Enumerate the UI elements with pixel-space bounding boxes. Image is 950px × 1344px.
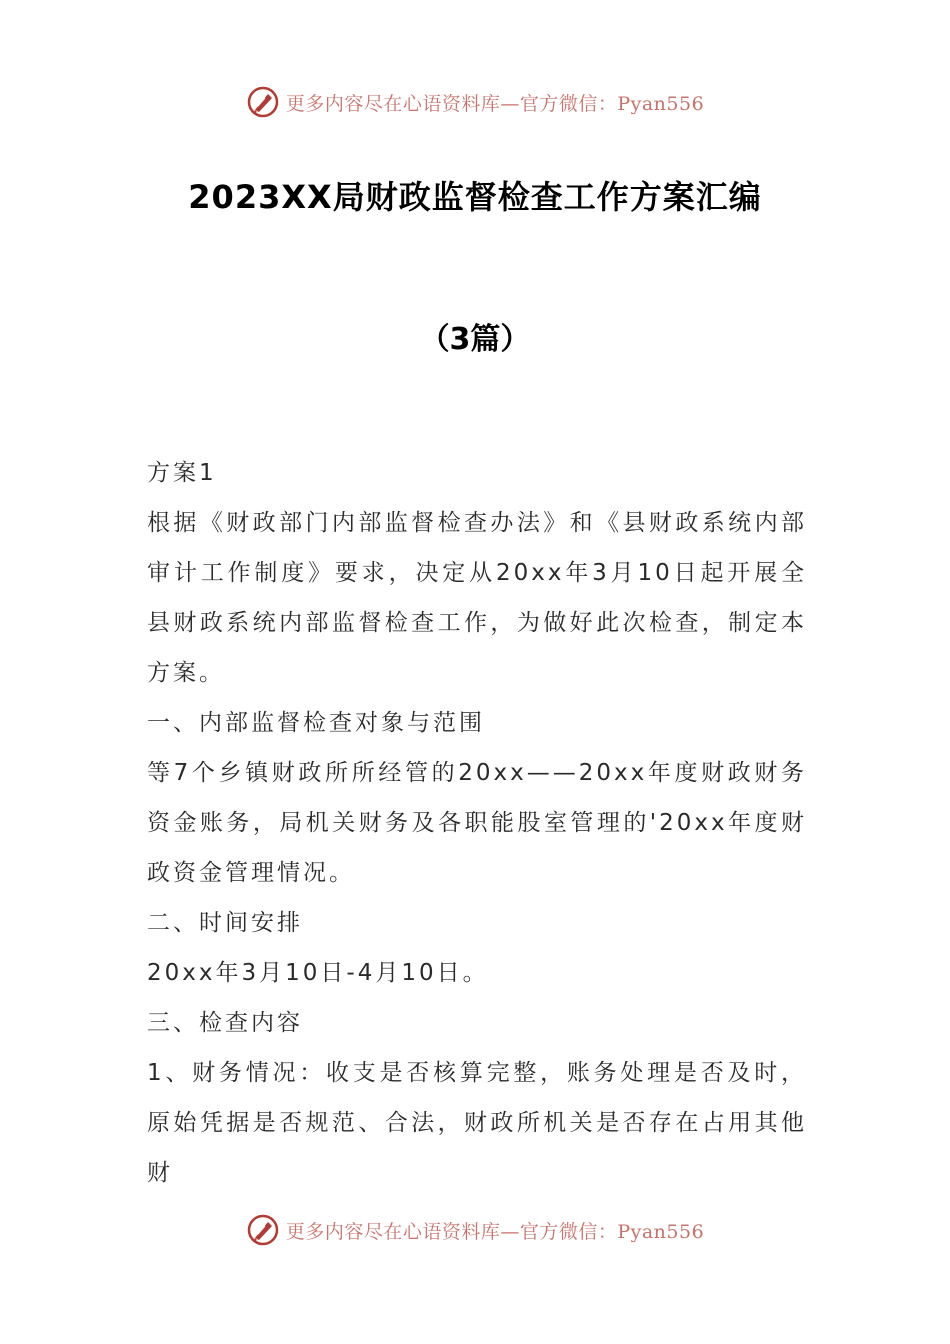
section-heading: 一、内部监督检查对象与范围 [147, 710, 485, 736]
document-body [147, 448, 807, 1198]
pen-logo-icon [246, 85, 280, 119]
section-heading: 方案1 [147, 460, 217, 486]
paragraph: 等7个乡镇财政所所经管的20xx——20xx年度财政财务资金账务，局机关财务及各职能股室管理的'20xx年度财政资金管理情况。 [147, 760, 807, 886]
banner-text: 更多内容尽在心语资料库—官方微信：Pyan556 [285, 1220, 705, 1243]
paragraph: 根据《财政部门内部监督检查办法》和《县财政系统内部审计工作制度》要求，决定从20xx年3月10日起开展全县财政系统内部监督检查工作，为做好此次检查，制定本方案。 [147, 510, 807, 686]
header-banner [0, 82, 950, 122]
footer-banner [0, 1210, 950, 1250]
paragraph: 20xx年3月10日-4月10日。 [147, 960, 489, 986]
banner-text: 更多内容尽在心语资料库—官方微信：Pyan556 [285, 92, 705, 115]
section-heading: 二、时间安排 [147, 910, 303, 936]
document-title: 2023XX局财政监督检查工作方案汇编 [188, 178, 762, 216]
paragraph: 1、财务情况：收支是否核算完整，账务处理是否及时，原始凭据是否规范、合法，财政所机关是否存在占用其他财 [147, 1060, 807, 1186]
section-heading: 三、检查内容 [147, 1010, 303, 1036]
document-subtitle: （3篇） [419, 322, 531, 357]
pen-logo-icon [246, 1213, 280, 1247]
